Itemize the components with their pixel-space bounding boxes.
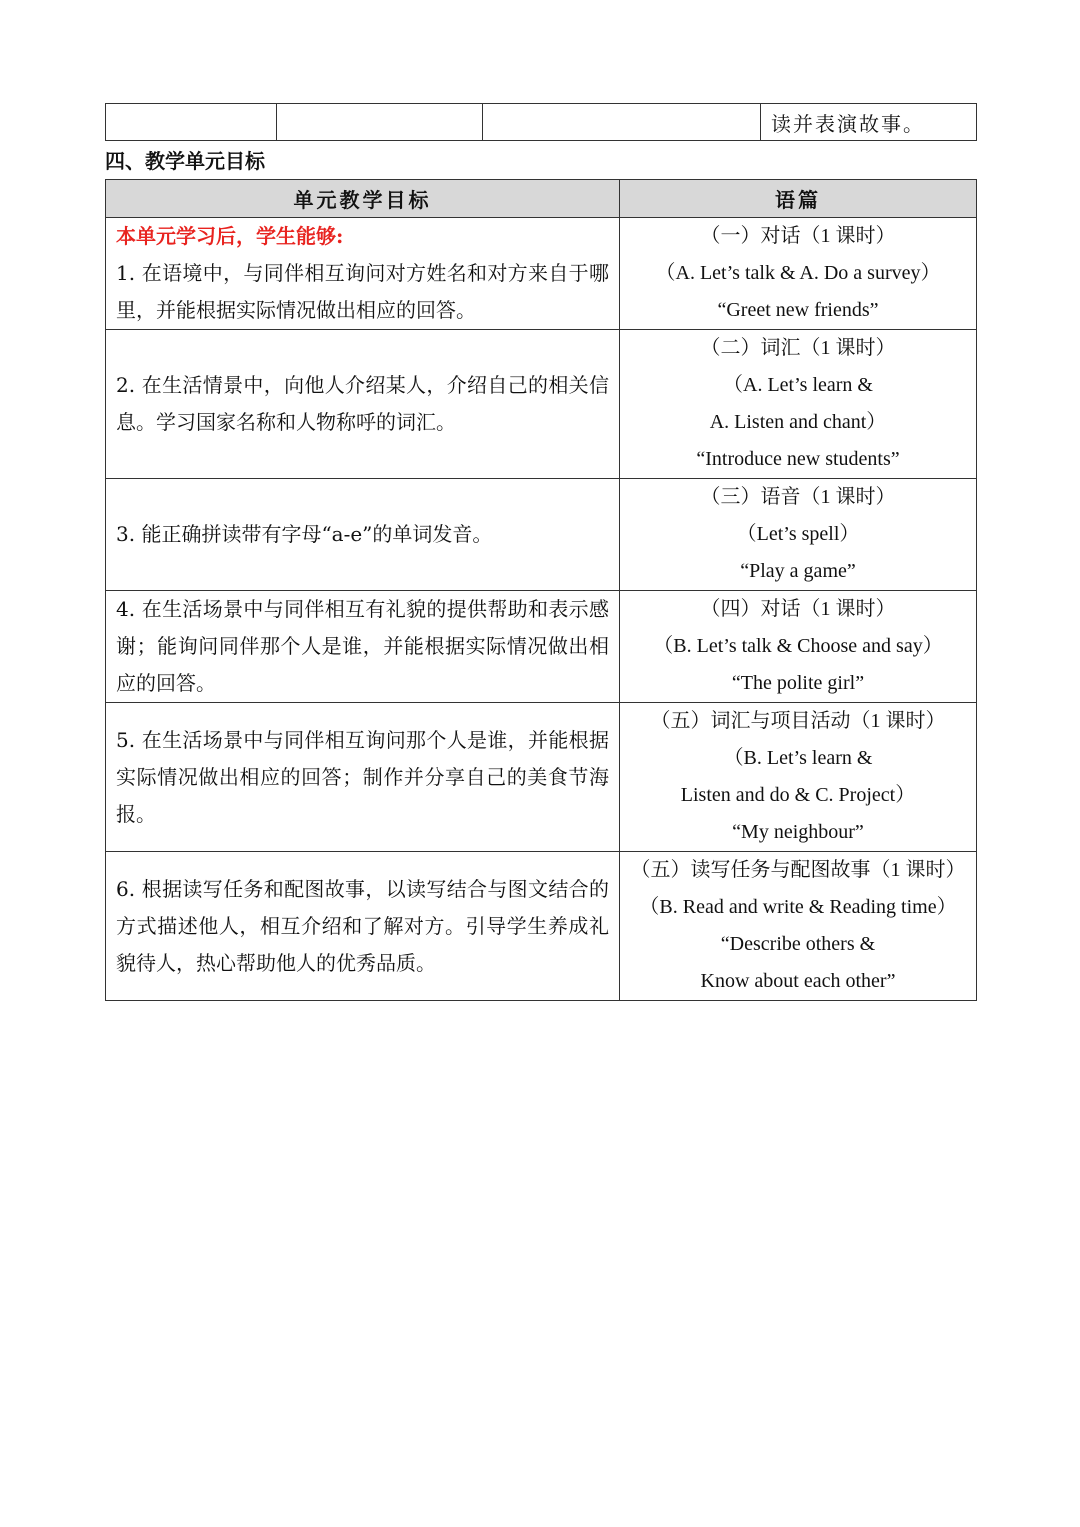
- lesson-cell: [620, 703, 977, 852]
- lesson-cell: [620, 852, 977, 1001]
- lesson-parts: （B. Read and write & Reading time）: [639, 896, 957, 918]
- text-column-header: 语篇: [620, 180, 977, 218]
- lesson-title: （四）对话（1 课时）: [700, 598, 896, 620]
- table-row: [106, 479, 977, 591]
- lesson-title: （五）读写任务与配图故事（1 课时）: [630, 859, 966, 881]
- table-row: [106, 104, 977, 141]
- lesson-theme: “The polite girl”: [731, 672, 865, 694]
- lesson-parts: （B. Let’s talk & Choose and say）: [653, 635, 943, 657]
- header-row: [106, 180, 977, 218]
- section-heading: 四、教学单元目标: [105, 149, 265, 173]
- lesson-cell: [620, 218, 977, 330]
- goal-intro: 本单元学习后，学生能够:: [116, 224, 344, 248]
- lesson-title: （二）词汇（1 课时）: [700, 337, 896, 359]
- lesson-theme: “Describe others &: [720, 933, 876, 955]
- goal-cell: [106, 218, 620, 330]
- goal-cell: 4. 在生活场景中与同伴相互有礼貌的提供帮助和表示感谢；能询问同伴那个人是谁，并能根据实际情况做出相应的回答。: [106, 591, 620, 703]
- goal-cell: 5. 在生活场景中与同伴相互询问那个人是谁，并能根据实际情况做出相应的回答；制作并分享自己的美食节海报。: [106, 703, 620, 852]
- goal-cell: 3. 能正确拼读带有字母“a-e”的单词发音。: [106, 479, 620, 591]
- lesson-parts: （A. Let’s learn &: [723, 374, 873, 396]
- table-row: [106, 330, 977, 479]
- lesson-theme: Know about each other”: [700, 970, 896, 992]
- table-row: [106, 703, 977, 852]
- previous-table-tail: [105, 103, 977, 141]
- lesson-parts: Listen and do & C. Project）: [680, 784, 916, 806]
- empty-cell: [483, 104, 761, 141]
- lesson-theme: “My neighbour”: [732, 821, 864, 843]
- lesson-theme: “Play a game”: [740, 560, 856, 582]
- goal-column-header: 单元教学目标: [106, 180, 620, 218]
- table-row: [106, 852, 977, 1001]
- lesson-parts: （Let’s spell）: [736, 523, 860, 545]
- lesson-parts: A. Listen and chant）: [709, 411, 887, 433]
- goal-cell: 6. 根据读写任务和配图故事，以读写结合与图文结合的方式描述他人，相互介绍和了解对方。引导学生养成礼貌待人，热心帮助他人的优秀品质。: [106, 852, 620, 1001]
- lesson-parts: （B. Let’s learn &: [723, 747, 873, 769]
- lesson-title: （三）语音（1 课时）: [700, 486, 896, 508]
- lesson-theme: “Greet new friends”: [717, 299, 879, 321]
- lesson-parts: （A. Let’s talk & A. Do a survey）: [655, 262, 941, 284]
- empty-cell: [277, 104, 483, 141]
- lesson-cell: [620, 330, 977, 479]
- table-row: [106, 591, 977, 703]
- unit-goals-table: [105, 179, 977, 1001]
- lesson-theme: “Introduce new students”: [696, 448, 900, 470]
- goal-text: 1. 在语境中，与同伴相互询问对方姓名和对方来自于哪里，并能根据实际情况做出相应的回答。: [116, 261, 609, 322]
- activity-cell: 读并表演故事。: [761, 104, 977, 141]
- empty-cell: [106, 104, 277, 141]
- lesson-title: （一）对话（1 课时）: [700, 225, 896, 247]
- goal-cell: 2. 在生活情景中，向他人介绍某人，介绍自己的相关信息。学习国家名称和人物称呼的词汇。: [106, 330, 620, 479]
- lesson-title: （五）词汇与项目活动（1 课时）: [650, 710, 946, 732]
- lesson-cell: [620, 591, 977, 703]
- lesson-cell: [620, 479, 977, 591]
- table-row: [106, 218, 977, 330]
